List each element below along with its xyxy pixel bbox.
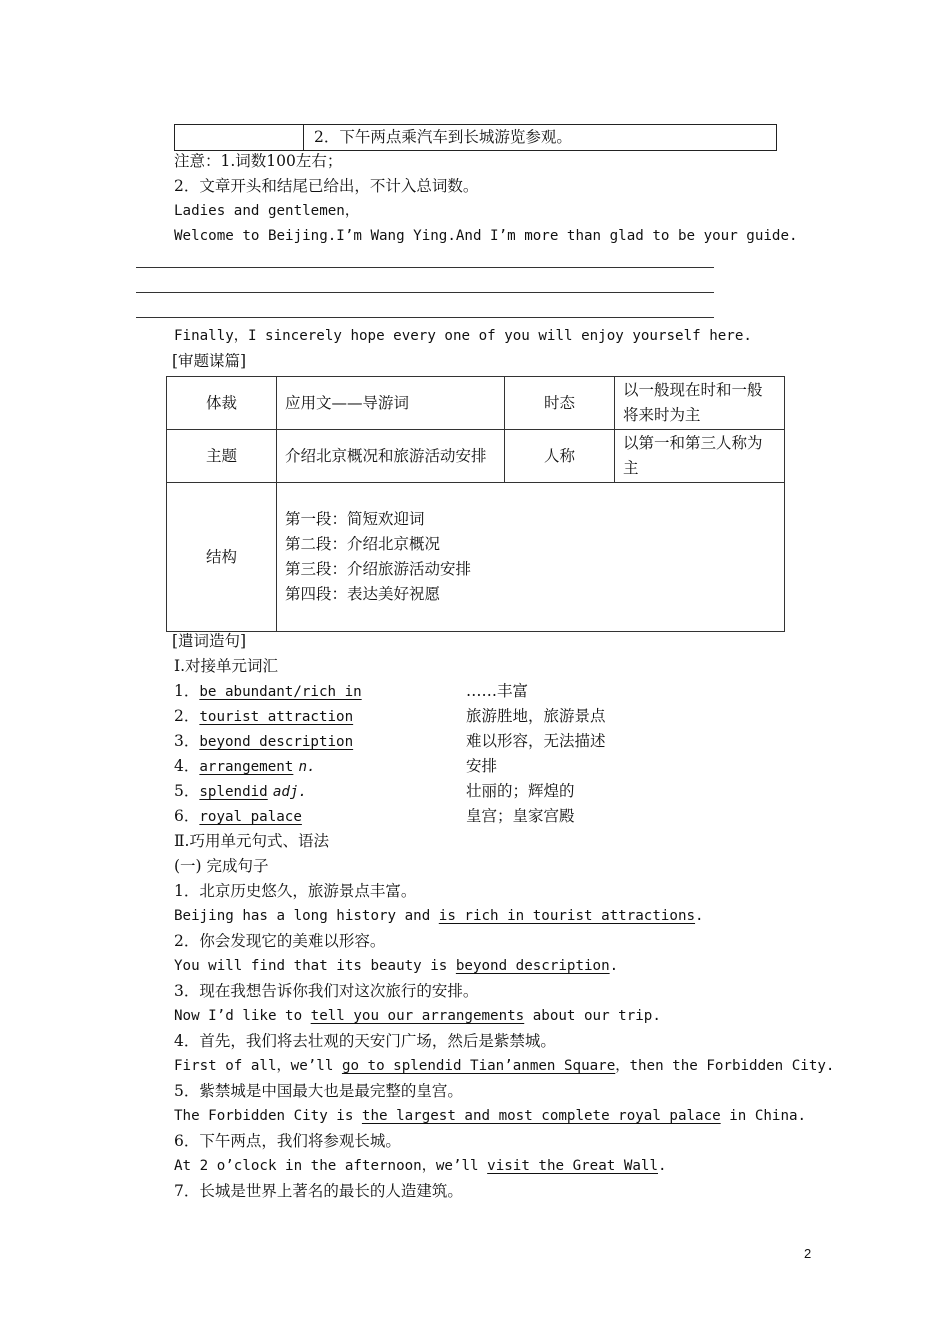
part2-title: Ⅱ.巧用单元句式、语法 (174, 832, 329, 850)
sentence-pre: First of all，we’ll (174, 1058, 342, 1074)
sentence-answer: visit the Great Wall (487, 1158, 658, 1174)
sentence-post: ，then the Forbidden City. (615, 1058, 835, 1074)
writing-line (136, 292, 714, 293)
vocab-meaning: 旅游胜地，旅游景点 (466, 707, 606, 725)
topic-value: 介绍北京概况和旅游活动安排 (277, 430, 505, 483)
vocab-item (174, 730, 353, 753)
vocab-item (174, 755, 316, 778)
vocab-heading: [遣词造句] (172, 632, 247, 650)
sentence-cn: 4．首先，我们将去壮观的天安门广场，然后是紫禁城。 (174, 1032, 556, 1050)
sentence-pre: Now I’d like to (174, 1008, 311, 1024)
essay-greeting: Ladies and gentlemen， (174, 203, 360, 219)
task-table-cell: 2．下午两点乘汽车到长城游览参观。 (314, 128, 572, 146)
sentence-cn: 1．北京历史悠久，旅游景点丰富。 (174, 882, 417, 900)
note-exclusion: 2．文章开头和结尾已给出，不计入总词数。 (174, 177, 479, 195)
vocab-term: beyond description (199, 734, 354, 750)
sentence-en (174, 1005, 661, 1027)
structure-item: 第四段：表达美好祝愿 (285, 585, 441, 603)
task-table-fragment (174, 124, 777, 151)
vocab-num: 1． (174, 682, 200, 700)
plan-row-topic (167, 430, 785, 483)
plan-row-structure (167, 483, 785, 632)
page-number: 2 (804, 1246, 812, 1261)
vocab-meaning: 安排 (466, 757, 498, 775)
sentence-post: . (609, 958, 619, 974)
sentence-answer: go to splendid Tian’anmen Square (341, 1058, 616, 1074)
sentence-pre: The Forbidden City is (174, 1108, 362, 1124)
vocab-term: royal palace (199, 809, 302, 825)
sentence-en (174, 955, 618, 977)
vocab-meaning: 难以形容，无法描述 (466, 732, 606, 750)
structure-label: 结构 (167, 483, 277, 632)
vocab-num: 2． (174, 707, 200, 725)
vocab-pos: adj. (272, 784, 307, 800)
vocab-num: 4． (174, 757, 200, 775)
sentence-pre: You will find that its beauty is (174, 958, 456, 974)
person-label: 人称 (505, 430, 615, 483)
tense-value: 以一般现在时和一般将来时为主 (615, 377, 785, 430)
sub-title: (一) 完成句子 (174, 857, 269, 875)
plan-row-genre (167, 377, 785, 430)
sentence-en (174, 1105, 806, 1127)
sentence-answer: is rich in tourist attractions (438, 908, 696, 924)
vocab-item (174, 805, 302, 828)
sentence-pre: Beijing has a long history and (174, 908, 439, 924)
structure-item: 第一段：简短欢迎词 (285, 510, 425, 528)
plan-table (166, 376, 785, 632)
vocab-num: 5． (174, 782, 200, 800)
writing-line (136, 267, 714, 268)
tense-label: 时态 (505, 377, 615, 430)
sentence-en (174, 1155, 667, 1177)
vocab-meaning: 皇宫；皇家宫殿 (466, 807, 575, 825)
vocab-num: 6． (174, 807, 200, 825)
sentence-en (174, 1055, 834, 1077)
vocab-meaning: 壮丽的；辉煌的 (466, 782, 575, 800)
sentence-post: in China. (720, 1108, 807, 1124)
vocab-pos: n. (298, 759, 316, 775)
writing-line (136, 317, 714, 318)
vocab-term: tourist attraction (199, 709, 354, 725)
vocab-term: be abundant/rich in (199, 684, 362, 700)
part1-title: Ⅰ.对接单元词汇 (174, 657, 279, 675)
sentence-cn: 6．下午两点，我们将参观长城。 (174, 1132, 401, 1150)
sentence-post: . (695, 908, 704, 924)
person-value: 以第一和第三人称为主 (615, 430, 785, 483)
vocab-item (174, 680, 362, 703)
vocab-num: 3． (174, 732, 200, 750)
vocab-term: splendid (199, 784, 268, 800)
essay-opening: Welcome to Beijing.I’m Wang Ying.And I’m more than glad to be your guide. (174, 228, 798, 244)
sentence-post: . (658, 1158, 667, 1174)
essay-closing: Finally，I sincerely hope every one of you will enjoy yourself here. (174, 328, 752, 344)
sentence-answer: the largest and most complete royal palace (361, 1108, 721, 1124)
sentence-cn: 2．你会发现它的美难以形容。 (174, 932, 386, 950)
vocab-meaning: ……丰富 (466, 682, 529, 700)
sentence-cn: 7．长城是世界上著名的最长的人造建筑。 (174, 1182, 463, 1200)
topic-label: 主题 (167, 430, 277, 483)
table-divider (303, 125, 304, 150)
sentence-en (174, 905, 704, 927)
vocab-term: arrangement (199, 759, 294, 775)
vocab-item (174, 705, 353, 728)
structure-value (277, 483, 785, 632)
structure-item: 第三段：介绍旅游活动安排 (285, 560, 472, 578)
genre-label: 体裁 (167, 377, 277, 430)
sentence-post: about our trip. (524, 1008, 661, 1024)
plan-heading: [审题谋篇] (172, 352, 247, 370)
sentence-cn: 3．现在我想告诉你我们对这次旅行的安排。 (174, 982, 479, 1000)
sentence-pre: At 2 o’clock in the afternoon，we’ll (174, 1158, 488, 1174)
sentence-answer: beyond description (455, 958, 610, 974)
sentence-cn: 5．紫禁城是中国最大也是最完整的皇宫。 (174, 1082, 463, 1100)
genre-value: 应用文——导游词 (277, 377, 505, 430)
structure-item: 第二段：介绍北京概况 (285, 535, 441, 553)
sentence-answer: tell you our arrangements (310, 1008, 525, 1024)
vocab-item (174, 780, 307, 803)
note-word-count: 注意：1.词数100左右； (174, 152, 343, 170)
